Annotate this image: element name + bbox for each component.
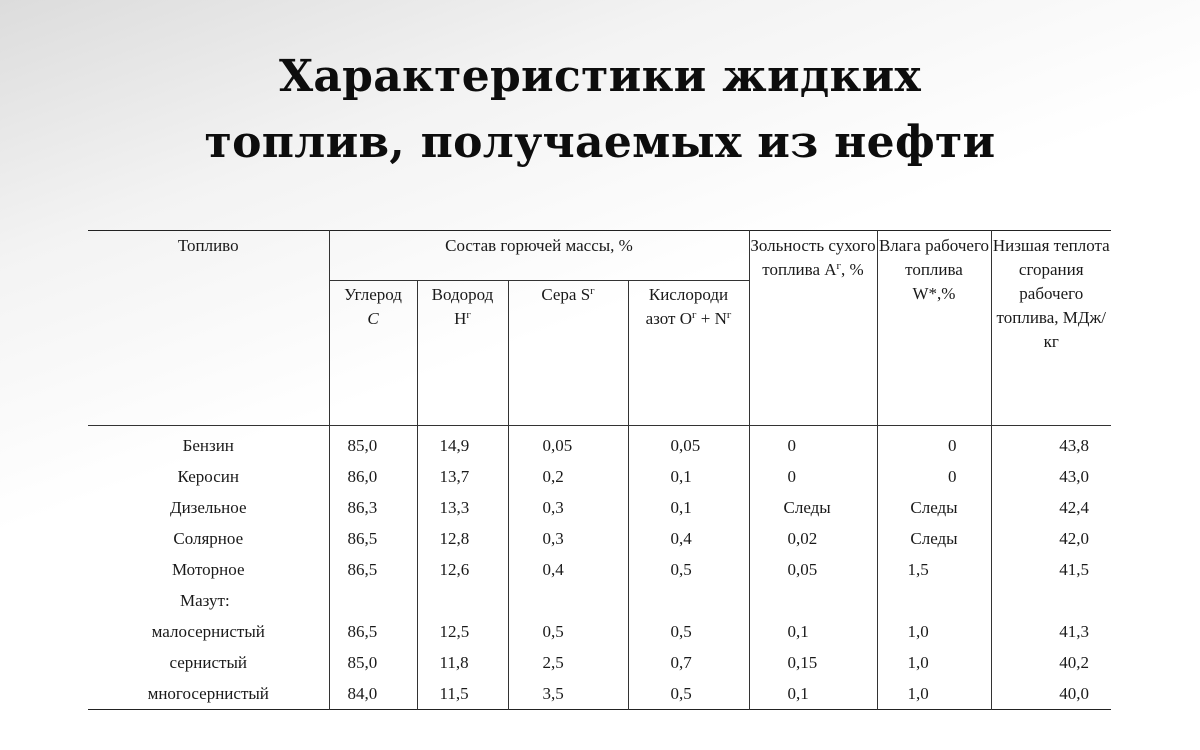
cell-name: Бензин (182, 436, 234, 455)
cell-s: 3,5 (508, 678, 628, 710)
fuel-characteristics-table (88, 230, 1111, 710)
header-oxygen-nitrogen (628, 281, 749, 426)
header-fuel-label: Топливо (177, 236, 239, 255)
cell-q: 42,0 (991, 523, 1111, 554)
table-row (88, 523, 1111, 554)
header-hydrogen-symbol: H (454, 309, 467, 328)
cell-h: 12,6 (417, 554, 508, 585)
cell-c: 85,0 (329, 647, 417, 678)
cell-s: 0,2 (508, 461, 628, 492)
header-nitrogen-sup: г (726, 309, 732, 321)
header-carbon (329, 281, 417, 426)
cell-ash: 0,15 (749, 647, 877, 678)
cell-name: сернистый (169, 653, 247, 672)
header-heat-label: Низшая теплота сгорания рабочего топлива, МДж/кг (992, 236, 1110, 351)
header-oxygen-sup: г (692, 309, 697, 321)
cell-c: 86,3 (329, 492, 417, 523)
header-fuel (88, 231, 329, 426)
cell-ash: 0,1 (749, 678, 877, 710)
header-ash-unit: , % (841, 260, 864, 279)
header-ash (749, 231, 877, 426)
cell-w: 1,0 (877, 616, 991, 647)
cell-s: 0,05 (508, 426, 628, 462)
cell-ash: 0,1 (749, 616, 877, 647)
cell-ash: 0,05 (749, 554, 877, 585)
cell-on: 0,4 (628, 523, 749, 554)
header-heat (991, 231, 1111, 426)
cell-c: 86,5 (329, 554, 417, 585)
cell-h: 11,5 (417, 678, 508, 710)
cell-c: 84,0 (329, 678, 417, 710)
cell-s: 0,3 (508, 523, 628, 554)
cell-name: Мазут: (180, 591, 230, 610)
cell-q: 41,3 (991, 616, 1111, 647)
slide-title-line-2: топлив, получаемых из нефти (204, 117, 996, 168)
cell-c: 86,0 (329, 461, 417, 492)
cell-on: 0,5 (628, 616, 749, 647)
header-moisture-label: Влага рабочего топлива (878, 236, 990, 279)
cell-s: 0,4 (508, 554, 628, 585)
slide-title-line-1: Характеристики жидких (278, 51, 922, 102)
cell-name: многосернистый (147, 684, 269, 703)
table-row (88, 554, 1111, 585)
cell-q: 43,8 (991, 426, 1111, 462)
cell-h: 13,7 (417, 461, 508, 492)
header-sulfur-sup: г (590, 285, 595, 297)
cell-s: 2,5 (508, 647, 628, 678)
cell-name: Моторное (171, 560, 245, 579)
cell-q: 42,4 (991, 492, 1111, 523)
cell-name: Солярное (173, 529, 244, 548)
header-composition-label: Состав горючей массы, % (445, 236, 633, 255)
cell-w: Следы (877, 492, 991, 523)
cell-q: 41,5 (991, 554, 1111, 585)
cell-name: Дизельное (169, 498, 247, 517)
header-oxygen-plus: + N (696, 309, 727, 328)
cell-w: 1,0 (877, 647, 991, 678)
header-ash-sup: г (836, 260, 842, 272)
header-carbon-label: Углерод (344, 285, 402, 304)
cell-ash: Следы (749, 492, 877, 523)
cell-on (628, 585, 749, 616)
header-oxygen-label: Кислороди (648, 285, 729, 304)
cell-ash: 0 (749, 426, 877, 462)
cell-h (417, 585, 508, 616)
header-hydrogen-label: Водород (431, 285, 494, 304)
cell-h: 12,8 (417, 523, 508, 554)
cell-name: малосернистый (151, 622, 265, 641)
header-moisture (877, 231, 991, 426)
header-ash-label: Зольность сухого топлива A (750, 236, 876, 279)
cell-c: 85,0 (329, 426, 417, 462)
cell-on: 0,5 (628, 554, 749, 585)
header-carbon-symbol: C (367, 309, 379, 328)
cell-q: 43,0 (991, 461, 1111, 492)
table-row (88, 647, 1111, 678)
cell-h: 12,5 (417, 616, 508, 647)
cell-on: 0,05 (628, 426, 749, 462)
table-row (88, 585, 1111, 616)
cell-w: 0 (877, 426, 991, 462)
cell-s (508, 585, 628, 616)
cell-name: Керосин (177, 467, 239, 486)
cell-q (991, 585, 1111, 616)
cell-q: 40,2 (991, 647, 1111, 678)
table-row (88, 426, 1111, 462)
cell-s: 0,3 (508, 492, 628, 523)
table-body (88, 426, 1111, 710)
header-sulfur-label: Сера S (541, 285, 591, 304)
cell-w: 1,0 (877, 678, 991, 710)
header-moisture-symbol: W*,% (912, 284, 956, 303)
cell-ash: 0,02 (749, 523, 877, 554)
cell-q: 40,0 (991, 678, 1111, 710)
header-sulfur (508, 281, 628, 426)
cell-c: 86,5 (329, 523, 417, 554)
cell-s: 0,5 (508, 616, 628, 647)
table-row (88, 492, 1111, 523)
cell-on: 0,1 (628, 492, 749, 523)
cell-w: Следы (877, 523, 991, 554)
cell-h: 14,9 (417, 426, 508, 462)
header-oxygen-symbol: азот O (645, 309, 692, 328)
cell-w: 0 (877, 461, 991, 492)
cell-on: 0,1 (628, 461, 749, 492)
table-row (88, 461, 1111, 492)
cell-on: 0,7 (628, 647, 749, 678)
cell-w: 1,5 (877, 554, 991, 585)
cell-c (329, 585, 417, 616)
header-hydrogen-sup: г (466, 309, 471, 321)
cell-h: 11,8 (417, 647, 508, 678)
header-hydrogen (417, 281, 508, 426)
cell-h: 13,3 (417, 492, 508, 523)
table-row (88, 678, 1111, 710)
cell-ash (749, 585, 877, 616)
cell-c: 86,5 (329, 616, 417, 647)
cell-on: 0,5 (628, 678, 749, 710)
cell-ash: 0 (749, 461, 877, 492)
slide-title (0, 44, 1200, 176)
cell-w (877, 585, 991, 616)
table-row (88, 616, 1111, 647)
header-composition (329, 231, 749, 281)
